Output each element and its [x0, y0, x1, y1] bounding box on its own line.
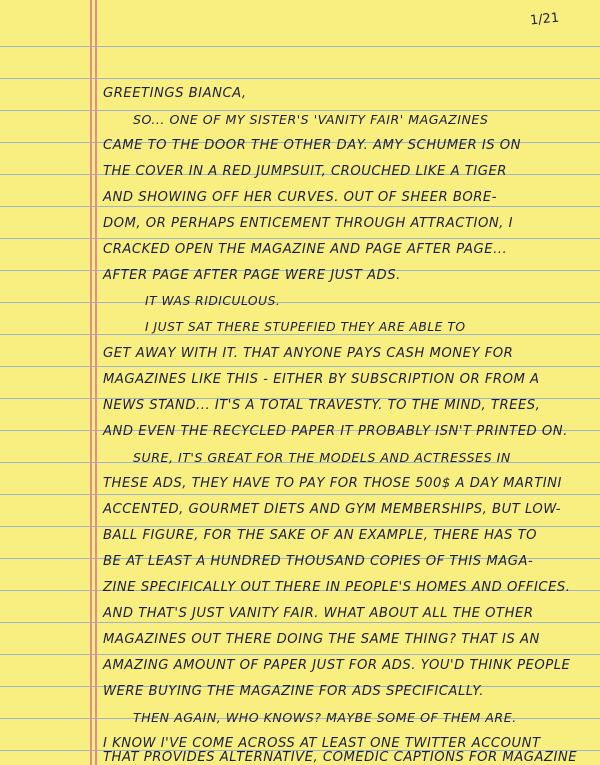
letter-line: MAGAZINES OUT THERE DOING THE SAME THING? THAT IS AN [103, 632, 540, 647]
letter-line: SO... ONE OF MY SISTER'S 'VANITY FAIR' MAGAZINES [133, 112, 489, 127]
letter-line: CAME TO THE DOOR THE OTHER DAY. AMY SCHUMER IS ON [103, 138, 522, 153]
letter-line: CRACKED OPEN THE MAGAZINE AND PAGE AFTER PAGE... [103, 242, 508, 257]
letter-line: AND THAT'S JUST VANITY FAIR. WHAT ABOUT ALL THE OTHER [103, 606, 534, 621]
letter-line: GET AWAY WITH IT. THAT ANYONE PAYS CASH MONEY FOR [103, 346, 514, 361]
letter-line: ACCENTED, GOURMET DIETS AND GYM MEMBERSHIPS, BUT LOW- [103, 502, 562, 517]
letter-line: IT WAS RIDICULOUS. [145, 294, 281, 308]
letter-line: MAGAZINES LIKE THIS - EITHER BY SUBSCRIPTION OR FROM A [103, 372, 540, 387]
letter-line: THEN AGAIN, WHO KNOWS? MAYBE SOME OF THEM ARE. [133, 710, 517, 725]
letter-line: BALL FIGURE, FOR THE SAKE OF AN EXAMPLE, THERE HAS TO [103, 528, 538, 543]
letter-line: SURE, IT'S GREAT FOR THE MODELS AND ACTRESSES IN [133, 450, 511, 465]
letter-line: DOM, OR PERHAPS ENTICEMENT THROUGH ATTRACTION, I [103, 216, 513, 231]
letter-line: AND SHOWING OFF HER CURVES. OUT OF SHEER BORE- [103, 190, 498, 205]
letter-line: WERE BUYING THE MAGAZINE FOR ADS SPECIFICALLY. [103, 684, 484, 699]
letter-line: THE COVER IN A RED JUMPSUIT, CROUCHED LIKE A TIGER [103, 164, 507, 179]
letter-line: I KNOW I'VE COME ACROSS AT LEAST ONE TWITTER ACCOUNT [103, 736, 541, 751]
margin-line [95, 0, 97, 765]
letter-line: AND EVEN THE RECYCLED PAPER IT PROBABLY ISN'T PRINTED ON. [103, 424, 568, 439]
letter-line: NEWS STAND... IT'S A TOTAL TRAVESTY. TO THE MIND, TREES, [103, 398, 541, 413]
letter-greeting: GREETINGS BIANCA, [103, 86, 247, 101]
letter-line: BE AT LEAST A HUNDRED THOUSAND COPIES OF THIS MAGA- [103, 554, 534, 569]
letter-line: I JUST SAT THERE STUPEFIED THEY ARE ABLE TO [145, 320, 466, 334]
letter-line: THAT PROVIDES ALTERNATIVE, COMEDIC CAPTIONS FOR MAGAZINE [103, 750, 578, 765]
margin-line [90, 0, 92, 765]
letter-line: THESE ADS, THEY HAVE TO PAY FOR THOSE 500$ A DAY MARTINI [103, 476, 562, 491]
letter-line: AMAZING AMOUNT OF PAPER JUST FOR ADS. YOU'D THINK PEOPLE [103, 658, 571, 673]
page-number: 1/21 [529, 10, 560, 29]
letter-line: ZINE SPECIFICALLY OUT THERE IN PEOPLE'S HOMES AND OFFICES. [103, 580, 571, 595]
letter-line: AFTER PAGE AFTER PAGE WERE JUST ADS. [103, 268, 401, 283]
